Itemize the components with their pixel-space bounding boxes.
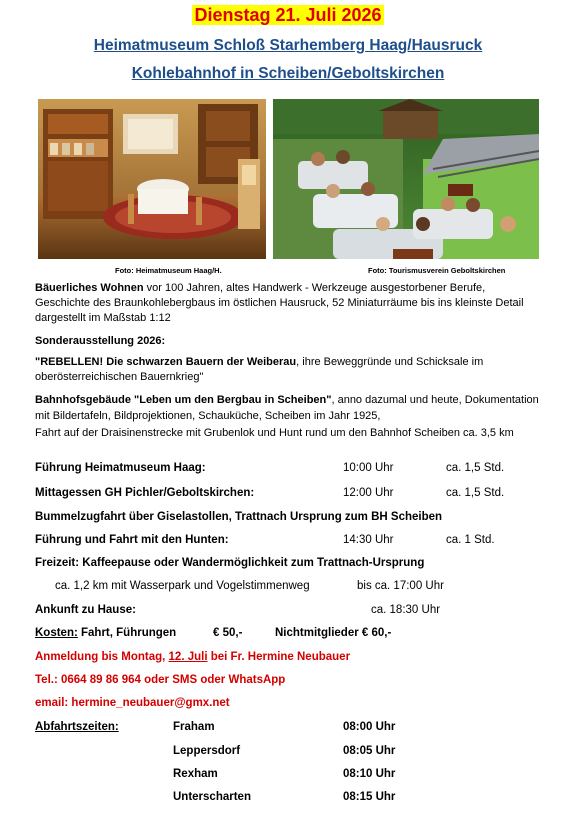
departure-time: 08:15 Uhr bbox=[343, 791, 396, 803]
schedule-train-label: Bummelzugfahrt über Giselastollen, Trattnach Ursprung zum BH Scheiben bbox=[35, 511, 443, 523]
date-heading bbox=[0, 4, 576, 26]
departure-time: 08:10 Uhr bbox=[343, 768, 396, 780]
schedule-museum-duration: ca. 1,5 Std. bbox=[446, 462, 505, 474]
registration-phone[interactable]: Tel.: 0664 89 86 964 oder SMS oder WhatsApp bbox=[35, 674, 286, 686]
departure-place: Unterscharten bbox=[173, 791, 251, 803]
event-date: Dienstag 21. Juli 2026 bbox=[194, 5, 382, 25]
costs-price: € 50,- bbox=[213, 627, 243, 639]
intro-line-2: Geschichte des Braunkohlebergbaus im östlichen Hausruck, 52 Miniaturräume bis ins kleinste Detail bbox=[35, 297, 524, 309]
departure-place: Leppersdorf bbox=[173, 745, 241, 757]
departures-label: Abfahrtszeiten: bbox=[35, 721, 119, 733]
registration-email[interactable]: email: hermine_neubauer@gmx.net bbox=[35, 697, 230, 709]
costs-line: Kosten: Fahrt, Führungen bbox=[35, 627, 177, 639]
departure-time: 08:05 Uhr bbox=[343, 745, 396, 757]
schedule-lunch-time: 12:00 Uhr bbox=[343, 487, 394, 499]
schedule-tour-duration: ca. 1 Std. bbox=[446, 534, 495, 546]
schedule-museum-label: Führung Heimatmuseum Haag: bbox=[35, 462, 206, 474]
special-line-2: oberösterreichischen Bauernkrieg" bbox=[35, 371, 204, 383]
station-line-1: Bahnhofsgebäude "Leben um den Bergbau in Scheiben", anno dazumal und heute, Dokumentation bbox=[35, 394, 539, 406]
departure-place: Fraham bbox=[173, 721, 215, 733]
costs-nonmember: Nichtmitglieder € 60,- bbox=[275, 627, 392, 639]
schedule-walk-time: bis ca. 17:00 Uhr bbox=[357, 580, 444, 592]
right-photo-caption: Foto: Tourismusverein Geboltskirchen bbox=[368, 266, 506, 275]
departure-place: Rexham bbox=[173, 768, 218, 780]
mine-train-photo bbox=[273, 99, 539, 259]
registration-line: Anmeldung bis Montag, 12. Juli bei Fr. Hermine Neubauer bbox=[35, 651, 351, 663]
schedule-arrival-label: Ankunft zu Hause: bbox=[35, 604, 136, 616]
page-title: Heimatmuseum Schloß Starhemberg Haag/Hausruck bbox=[93, 37, 483, 54]
departure-time: 08:00 Uhr bbox=[343, 721, 396, 733]
schedule-freetime-label: Freizeit: Kaffeepause oder Wandermöglichkeit zum Trattnach-Ursprung bbox=[35, 557, 425, 569]
left-photo-caption: Foto: Heimatmuseum Haag/H. bbox=[115, 266, 222, 275]
station-line-2: mit Bildertafeln, Bildprojektionen, Schauküche, Scheiben im Jahr 1925, bbox=[35, 410, 381, 422]
station-line-3: Fahrt auf der Draisinenstrecke mit Grubenlok und Hunt rund um den Bahnhof Scheiben ca. 3,5 km bbox=[35, 427, 514, 439]
museum-interior-photo bbox=[38, 99, 266, 259]
schedule-arrival-time: ca. 18:30 Uhr bbox=[371, 604, 441, 616]
schedule-museum-time: 10:00 Uhr bbox=[343, 462, 394, 474]
special-exhibition-heading: Sonderausstellung 2026: bbox=[35, 335, 166, 347]
schedule-lunch-label: Mittagessen GH Pichler/Geboltskirchen: bbox=[35, 487, 255, 499]
schedule-walk-label: ca. 1,2 km mit Wasserpark und Vogelstimmenweg bbox=[55, 580, 310, 592]
intro-line-3: dargestellt im Maßstab 1:12 bbox=[35, 312, 171, 324]
special-line-1: "REBELLEN! Die schwarzen Bauern der Weiberau, ihre Beweggründe und Schicksale im bbox=[35, 356, 484, 368]
schedule-tour-label: Führung und Fahrt mit den Hunten: bbox=[35, 534, 229, 546]
intro-line-1: Bäuerliches Wohnen vor 100 Jahren, altes Handwerk - Werkzeuge ausgestorbener Berufe, bbox=[35, 282, 486, 294]
schedule-lunch-duration: ca. 1,5 Std. bbox=[446, 487, 505, 499]
page-subtitle: Kohlebahnhof in Scheiben/Geboltskirchen bbox=[131, 65, 445, 82]
schedule-tour-time: 14:30 Uhr bbox=[343, 534, 394, 546]
